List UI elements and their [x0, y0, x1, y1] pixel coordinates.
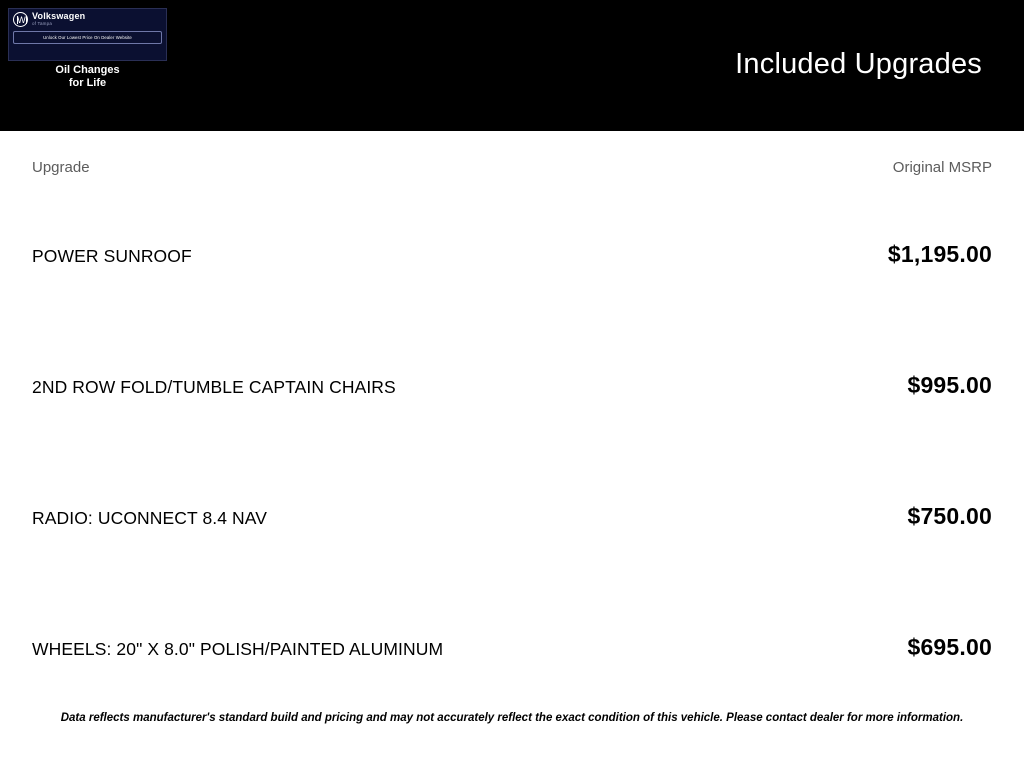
- table-row: [32, 452, 992, 583]
- tagline-line-2: for Life: [68, 76, 107, 89]
- brand-subtitle: of Tampa: [32, 21, 53, 27]
- brand-wordmark: [32, 12, 85, 27]
- oil-changes-tagline: [8, 64, 167, 90]
- upgrade-price: $995.00: [907, 372, 992, 398]
- upgrade-name: POWER SUNROOF: [32, 246, 192, 266]
- upgrade-price: $695.00: [907, 634, 992, 660]
- table-row: [32, 321, 992, 452]
- upgrade-name: RADIO: UCONNECT 8.4 NAV: [32, 508, 268, 528]
- dealer-brand-badge[interactable]: [8, 8, 167, 61]
- upgrades-table: [0, 131, 1024, 714]
- brand-row: [13, 12, 162, 27]
- column-header-upgrade: Upgrade: [32, 159, 90, 176]
- table-row: [32, 190, 992, 321]
- table-row: [32, 583, 992, 714]
- page-header: [0, 0, 1024, 131]
- upgrade-name: 2ND ROW FOLD/TUMBLE CAPTAIN CHAIRS: [32, 377, 396, 397]
- table-header-row: [32, 131, 992, 176]
- brand-name: Volkswagen: [32, 11, 86, 22]
- page-title: Included Upgrades: [735, 48, 982, 80]
- table-body: [32, 190, 992, 714]
- upgrade-price: $750.00: [907, 503, 992, 529]
- column-header-msrp: Original MSRP: [892, 159, 992, 176]
- upgrade-name: WHEELS: 20" X 8.0" POLISH/PAINTED ALUMINUM: [32, 639, 444, 659]
- disclaimer-text: Data reflects manufacturer's standard build and pricing and may not accurately reflect the exact condition of this vehicle. Please contact dealer for more information.: [60, 712, 964, 724]
- unlock-price-button[interactable]: Unlock Our Lowest Price On Dealer Website: [13, 31, 162, 44]
- upgrade-price: $1,195.00: [887, 241, 992, 267]
- vw-logo-icon: [13, 12, 28, 27]
- tagline-line-1: Oil Changes: [55, 64, 120, 76]
